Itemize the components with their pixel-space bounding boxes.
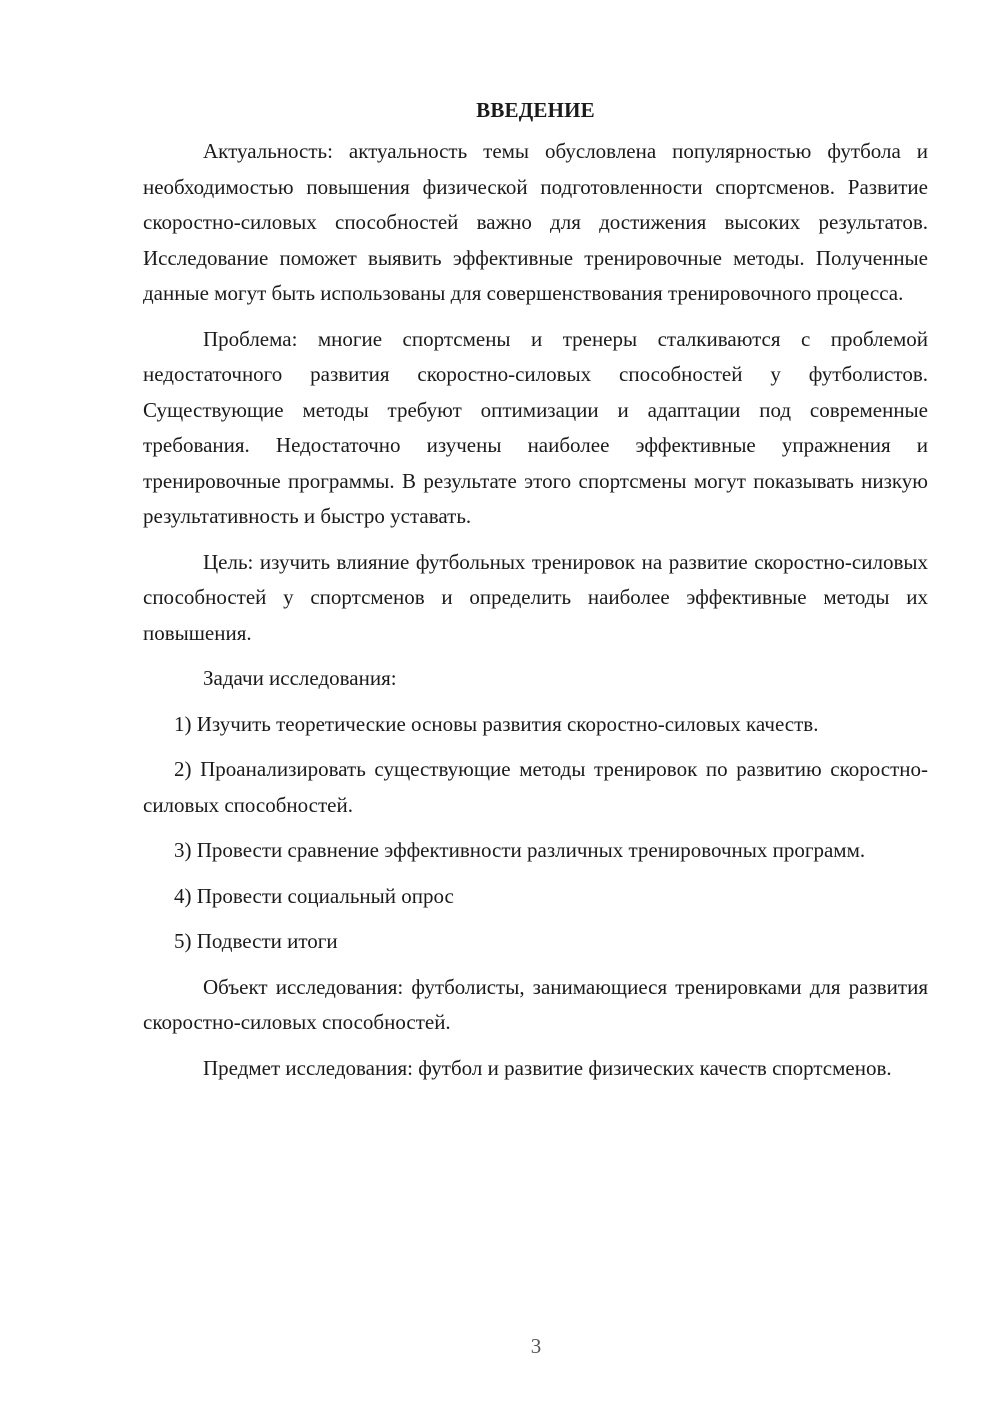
- tasks-title: Задачи исследования:: [203, 666, 397, 690]
- task-item: 3) Провести сравнение эффективности различных тренировочных программ.: [174, 838, 866, 862]
- page-number: 3: [530, 1334, 542, 1358]
- task-item: 5) Подвести итоги: [174, 929, 338, 953]
- subject-paragraph: Предмет исследования: футбол и развитие физических качеств спортсменов.: [203, 1055, 892, 1080]
- task-item: 4) Провести социальный опрос: [174, 883, 454, 908]
- problem-paragraph: Проблема: многие спортсмены и тренеры сталкиваются с проблемой недостаточного развития скоростно-силовых способностей у футболистов. Существующие методы требуют оптимизации и адаптации под современные требования. Недостаточно изучены наиболее эффективные упражнения и тренировочные программы. В результате этого спортсмены могут показывать низкую результативность и быстро уставать.: [143, 326, 928, 528]
- task-item: 1) Изучить теоретические основы развития скоростно-силовых качеств.: [174, 711, 819, 736]
- section-heading: ВВЕДЕНИЕ: [476, 98, 595, 122]
- relevance-paragraph: Актуальность: актуальность темы обусловлена популярностью футбола и необходимостью повышения физической подготовленности спортсменов. Развитие скоростно-силовых способностей важно для достижения высоких результатов. Исследование поможет выявить эффективные тренировочные методы. Полученные данные могут быть использованы для совершенствования тренировочного процесса.: [143, 139, 928, 305]
- page-body: [143, 92, 928, 1096]
- object-paragraph: Объект исследования: футболисты, занимающиеся тренировками для развития скоростно-силовых способностей.: [143, 974, 928, 1034]
- goal-paragraph: Цель: изучить влияние футбольных тренировок на развитие скоростно-силовых способностей у спортсменов и определить наиболее эффективные методы их повышения.: [143, 549, 928, 645]
- task-item: 2) Проанализировать существующие методы тренировок по развитию скоростно-силовых способностей.: [143, 757, 928, 817]
